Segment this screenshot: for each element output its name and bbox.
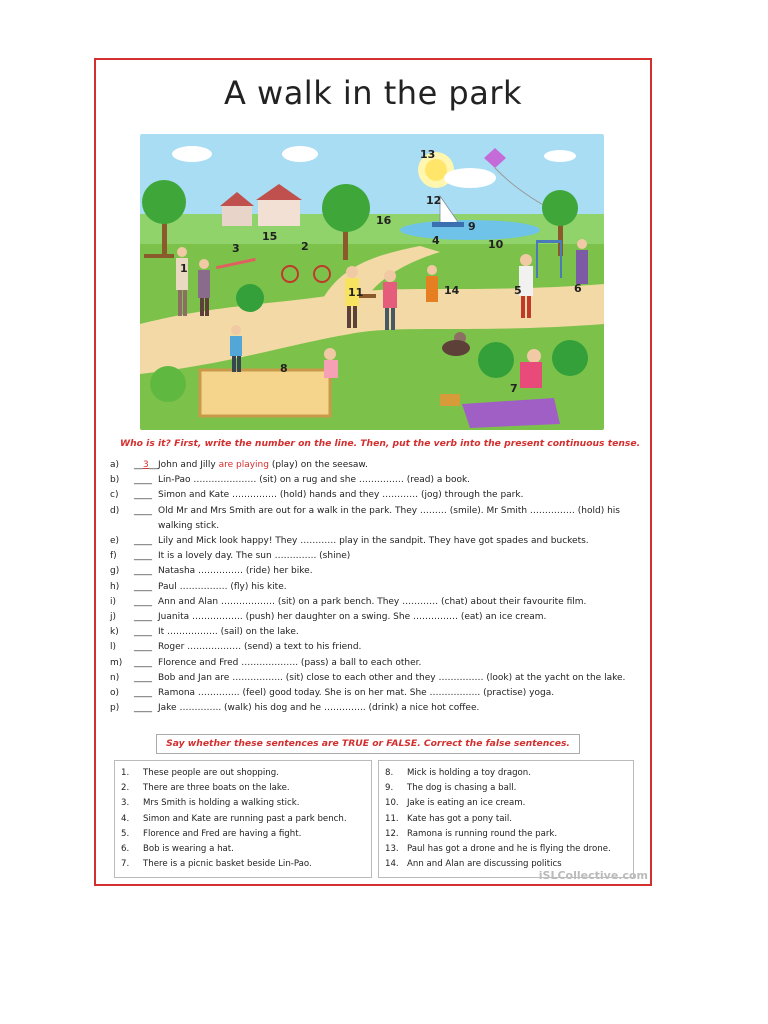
cloud-icon (172, 146, 212, 162)
tf-statement: 7. There is a picnic basket beside Lin-Pao. (121, 859, 312, 870)
answer-blank[interactable]: ____ (134, 536, 152, 547)
scene-number: 11 (348, 286, 364, 299)
exercise-item (110, 580, 640, 595)
exercise-letter: e) (110, 536, 120, 547)
cloud-icon (282, 146, 318, 162)
answer-blank[interactable]: ____ (134, 566, 152, 577)
tf-statement: 12. Ramona is running round the park. (385, 828, 558, 839)
exercise-item (110, 473, 640, 488)
watermark: iSLCollective.com (538, 869, 648, 882)
scene-number: 12 (426, 194, 442, 207)
exercise-letter: k) (110, 627, 119, 638)
house-icon (222, 204, 252, 226)
swing-icon (536, 240, 562, 243)
scene-number: 8 (280, 362, 288, 375)
true-false-list-left (114, 760, 372, 878)
scene-number: 2 (301, 240, 309, 253)
exercise-sentence: Bob and Jan are …………….. (sit) close to each other and they …………… (look) at the yacht on the lake. (158, 672, 626, 683)
verb-answer: are playing (218, 460, 269, 470)
exercise-item (110, 504, 640, 534)
exercise-sentence: Ann and Alan ……………… (sit) on a park bench. They ………… (chat) about their favourite film. (158, 596, 587, 607)
scene-number: 7 (510, 382, 518, 395)
tf-statement: 14. Ann and Alan are discussing politics (385, 859, 562, 870)
tf-statement: 10. Jake is eating an ice cream. (385, 798, 526, 809)
scene-number: 10 (488, 238, 504, 251)
exercise-instruction: Who is it? First, write the number on the line. Then, put the verb into the present continuous tense. (120, 438, 641, 449)
exercise-item (110, 640, 640, 655)
exercise-letter: f) (110, 551, 117, 562)
tf-statement: 13. Paul has got a drone and he is flying the drone. (385, 844, 611, 855)
answer-blank[interactable]: __3__ (134, 460, 158, 470)
tf-statement: 6. Bob is wearing a hat. (121, 844, 234, 855)
exercise-list (110, 458, 640, 716)
answer-blank[interactable]: ____ (134, 490, 152, 501)
answer-blank[interactable]: ____ (134, 672, 152, 683)
exercise-letter: p) (110, 703, 120, 714)
answer-blank[interactable]: ____ (134, 612, 152, 623)
exercise-letter: o) (110, 688, 120, 699)
answer-blank[interactable]: ____ (134, 596, 152, 607)
answer-blank[interactable]: ____ (134, 581, 152, 592)
exercise-letter: d) (110, 505, 120, 516)
exercise-letter: m) (110, 657, 123, 668)
scene-number: 16 (376, 214, 392, 227)
true-false-list-right (378, 760, 634, 878)
tf-statement: 4. Simon and Kate are running past a park bench. (121, 813, 347, 824)
exercise-letter: h) (110, 581, 120, 592)
exercise-letter: j) (110, 612, 117, 623)
person-figure (426, 265, 438, 302)
tf-statement: 8. Mick is holding a toy dragon. (385, 768, 531, 778)
exercise-item (110, 656, 640, 671)
cloud-icon (444, 168, 496, 188)
exercise-sentence: Florence and Fred ………………. (pass) a ball to each other. (158, 657, 422, 668)
tf-statement: 11. Kate has got a pony tail. (385, 813, 512, 824)
exercise-item (110, 549, 640, 564)
exercise-sentence: It …………….. (sail) on the lake. (158, 627, 299, 638)
park-scene-svg (140, 134, 604, 430)
answer-blank[interactable]: ____ (134, 688, 152, 699)
person-figure (576, 239, 588, 284)
exercise-item (110, 701, 640, 716)
scene-number: 1 (180, 262, 188, 275)
tf-statement: 1. These people are out shopping. (121, 768, 279, 778)
exercise-item (110, 488, 640, 503)
scene-number: 13 (420, 148, 436, 161)
park-illustration (140, 134, 604, 430)
cloud-icon (544, 150, 576, 162)
picnic-basket-icon (440, 394, 460, 406)
exercise-letter: i) (110, 596, 117, 607)
exercise-sentence: Ramona ………….. (feel) good today. She is on her mat. She …………….. (practise) yoga. (158, 688, 555, 699)
exercise-item (110, 458, 640, 473)
answer-blank[interactable]: ____ (134, 657, 152, 668)
exercise-item (110, 534, 640, 549)
exercise-sentence: Simon and Kate …………… (hold) hands and they ………… (jog) through the park. (158, 490, 524, 501)
exercise-letter: c) (110, 490, 119, 501)
exercise-letter: l) (110, 642, 117, 653)
exercise-sentence: It is a lovely day. The sun ………….. (shine) (158, 551, 351, 562)
answer-blank[interactable]: ____ (134, 627, 152, 638)
exercise-sentence: Roger ……………… (send) a text to his friend. (158, 642, 362, 653)
scene-number: 15 (262, 230, 278, 243)
scene-number: 3 (232, 242, 240, 255)
exercise-sentence: John and Jilly are playing (play) on the seesaw. (158, 460, 368, 470)
worksheet (94, 58, 652, 886)
answer-blank[interactable]: ____ (134, 642, 152, 653)
exercise-item (110, 610, 640, 625)
tree-icon (236, 284, 264, 312)
answer-blank[interactable]: ____ (134, 551, 152, 562)
exercise-sentence: Jake ………….. (walk) his dog and he ………….. (drink) a nice hot coffee. (158, 703, 480, 714)
exercise-sentence: Old Mr and Mrs Smith are out for a walk in the park. They ……… (smile). Mr Smith …………… (hold) his walking stick. (158, 505, 620, 531)
exercise-sentence: Paul ……………. (fly) his kite. (158, 581, 287, 592)
sandpit (200, 370, 330, 416)
answer-blank[interactable]: ____ (134, 505, 152, 516)
exercise-sentence: Natasha …………… (ride) her bike. (158, 566, 313, 577)
true-false-instruction: Say whether these sentences are TRUE or FALSE. Correct the false sentences. (156, 734, 580, 754)
bench-icon (144, 254, 174, 258)
scene-number: 6 (574, 282, 582, 295)
answer-blank[interactable]: ____ (134, 703, 152, 714)
scene-number: 5 (514, 284, 522, 297)
exercise-sentence: Lin-Pao ………………… (sit) on a rug and she …………… (read) a book. (158, 475, 471, 486)
worksheet-title: A walk in the park (223, 74, 523, 112)
exercise-letter: n) (110, 672, 120, 683)
house-icon (258, 198, 300, 226)
exercise-item (110, 671, 640, 686)
exercise-item (110, 686, 640, 701)
tf-statement: 9. The dog is chasing a ball. (385, 783, 517, 794)
tree-icon (150, 366, 186, 402)
exercise-letter: a) (110, 460, 120, 470)
tf-statement: 2. There are three boats on the lake. (121, 783, 290, 794)
exercise-sentence: Juanita …………….. (push) her daughter on a swing. She …………… (eat) an ice cream. (158, 612, 547, 623)
scene-number: 4 (432, 234, 440, 247)
exercise-item (110, 625, 640, 640)
exercise-sentence: Lily and Mick look happy! They ………… play in the sandpit. They have got spades and buckets. (158, 536, 589, 547)
exercise-letter: b) (110, 475, 120, 486)
exercise-item (110, 564, 640, 579)
answer-blank[interactable]: ____ (134, 475, 152, 486)
scene-number: 14 (444, 284, 460, 297)
exercise-letter: g) (110, 566, 120, 577)
tf-statement: 3. Mrs Smith is holding a walking stick. (121, 798, 300, 809)
exercise-item (110, 595, 640, 610)
scene-number: 9 (468, 220, 476, 233)
tf-statement: 5. Florence and Fred are having a fight. (121, 828, 302, 839)
